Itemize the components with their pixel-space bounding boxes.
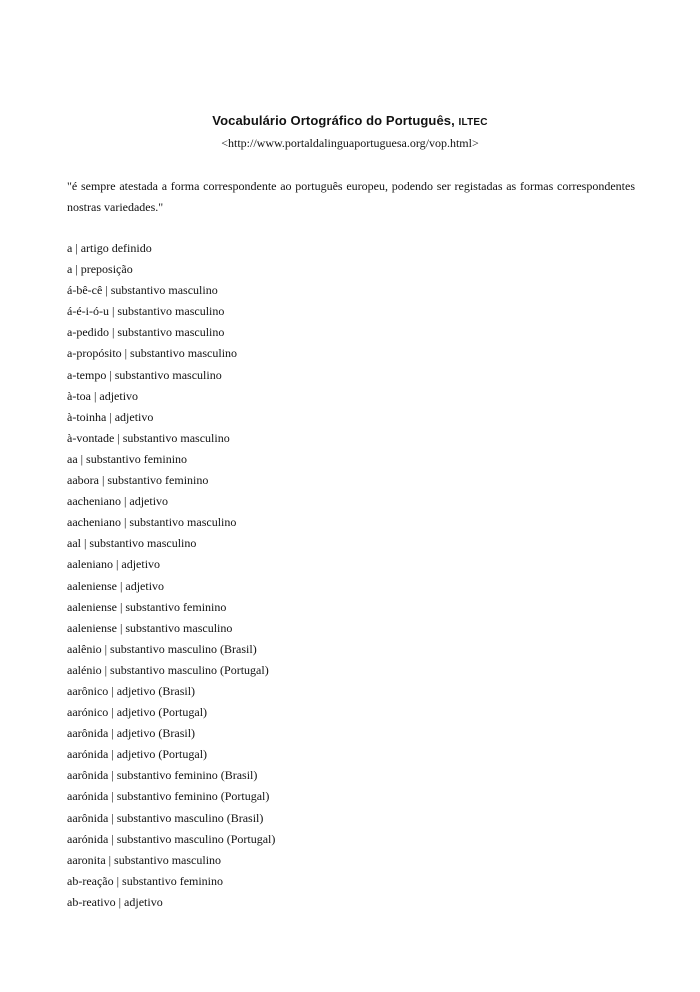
vocabulary-entry: aarónico | adjetivo (Portugal) [67, 705, 208, 720]
vocabulary-entry: aarónida | substantivo feminino (Portugal) [67, 789, 270, 804]
vocabulary-entry: aaleniense | substantivo feminino [67, 599, 227, 614]
vocabulary-entry: ab-reativo | adjetivo [67, 894, 163, 909]
vocabulary-entry: aaronita | substantivo masculino [67, 852, 222, 867]
vocabulary-entry: ab-reação | substantivo feminino [67, 873, 224, 888]
vocabulary-entry: aarônida | substantivo feminino (Brasil) [67, 768, 258, 783]
vocabulary-entry: à-toinha | adjetivo [67, 409, 154, 424]
vocabulary-entry: aalénio | substantivo masculino (Portugal) [67, 662, 269, 677]
vocabulary-entry: aaleniano | adjetivo [67, 557, 161, 572]
document-title [0, 112, 700, 132]
vocabulary-entry: aarônida | substantivo masculino (Brasil) [67, 810, 264, 825]
vocabulary-entry: à-toa | adjetivo [67, 388, 139, 403]
quote-paragraph: "é sempre atestada a forma correspondente ao português europeu, podendo ser registadas as formas correspondentes nostras variedades." [67, 179, 635, 214]
vocabulary-entry: á-é-i-ó-u | substantivo masculino [67, 304, 225, 319]
vocabulary-entry: a-pedido | substantivo masculino [67, 325, 225, 340]
vocabulary-entry: aacheniano | substantivo masculino [67, 515, 237, 530]
vocabulary-entry: aabora | substantivo feminino [67, 473, 209, 488]
vocabulary-entry: aarónida | substantivo masculino (Portugal) [67, 831, 276, 846]
vocabulary-entry: a-tempo | substantivo masculino [67, 367, 222, 382]
vocabulary-entry: aalênio | substantivo masculino (Brasil) [67, 641, 257, 656]
vocabulary-entry: a-propósito | substantivo masculino [67, 346, 238, 361]
vocabulary-entry: á-bê-cê | substantivo masculino [67, 283, 218, 298]
vocabulary-entry: aaleniense | substantivo masculino [67, 620, 233, 635]
vocabulary-entry-list [67, 238, 275, 913]
vocabulary-entry: aaleniense | adjetivo [67, 578, 165, 593]
vocabulary-entry: à-vontade | substantivo masculino [67, 430, 230, 445]
vocabulary-entry: aarónida | adjetivo (Portugal) [67, 747, 208, 762]
vocabulary-entry: a | artigo definido [67, 241, 152, 255]
source-url: <http://www.portaldalinguaportuguesa.org/vop.html> [221, 136, 479, 150]
vocabulary-entry: aarônico | adjetivo (Brasil) [67, 683, 196, 698]
document-title-org: ILTEC [458, 117, 488, 128]
vocabulary-entry: aa | substantivo feminino [67, 451, 188, 466]
vocabulary-entry: aal | substantivo masculino [67, 536, 197, 551]
vocabulary-entry: aacheniano | adjetivo [67, 494, 169, 509]
vocabulary-entry: aarônida | adjetivo (Brasil) [67, 726, 196, 741]
vocabulary-entry: a | preposição [67, 262, 133, 277]
document-title-text: Vocabulário Ortográfico do Português, [212, 113, 455, 128]
